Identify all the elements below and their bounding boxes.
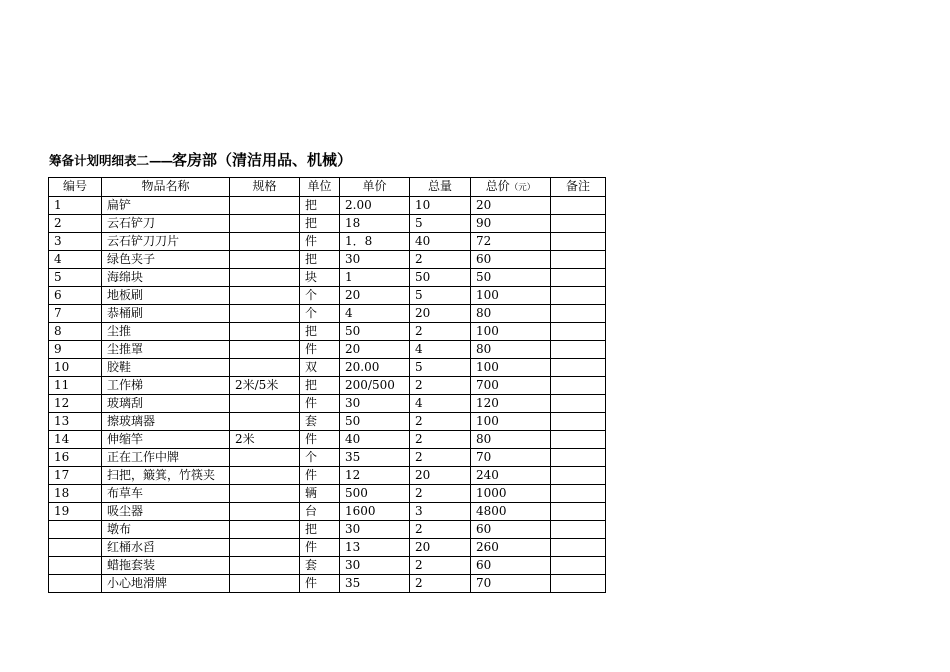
cell-unit: 套 <box>300 557 340 575</box>
cell-no: 9 <box>49 341 102 359</box>
cell-qty: 2 <box>410 485 471 503</box>
cell-total: 90 <box>471 215 551 233</box>
cell-qty: 2 <box>410 575 471 593</box>
table-row <box>49 485 606 503</box>
cell-note <box>551 485 606 503</box>
cell-unit: 个 <box>300 305 340 323</box>
cell-no: 4 <box>49 251 102 269</box>
cell-price: 50 <box>340 413 410 431</box>
cell-no: 10 <box>49 359 102 377</box>
cell-name: 云石铲刀 <box>102 215 230 233</box>
cell-spec <box>230 359 300 377</box>
cell-price: 1．8 <box>340 233 410 251</box>
cell-unit: 把 <box>300 215 340 233</box>
cell-no: 1 <box>49 197 102 215</box>
cell-price: 30 <box>340 251 410 269</box>
cell-spec <box>230 233 300 251</box>
cell-unit: 件 <box>300 233 340 251</box>
cell-price: 20 <box>340 287 410 305</box>
cell-total: 100 <box>471 413 551 431</box>
cell-spec <box>230 485 300 503</box>
cell-no: 16 <box>49 449 102 467</box>
cell-unit: 件 <box>300 467 340 485</box>
cell-spec <box>230 557 300 575</box>
cell-total: 260 <box>471 539 551 557</box>
cell-no: 3 <box>49 233 102 251</box>
cell-total: 100 <box>471 323 551 341</box>
cell-price: 200/500 <box>340 377 410 395</box>
cell-no: 13 <box>49 413 102 431</box>
cell-qty: 2 <box>410 449 471 467</box>
cell-unit: 块 <box>300 269 340 287</box>
cell-qty: 2 <box>410 413 471 431</box>
cell-total: 80 <box>471 431 551 449</box>
cell-name: 布草车 <box>102 485 230 503</box>
cell-no: 19 <box>49 503 102 521</box>
cell-qty: 20 <box>410 305 471 323</box>
header-qty: 总量 <box>410 178 471 197</box>
cell-total: 80 <box>471 305 551 323</box>
table-row <box>49 323 606 341</box>
cell-unit: 件 <box>300 431 340 449</box>
table-row <box>49 431 606 449</box>
table-body <box>49 197 606 593</box>
cell-qty: 10 <box>410 197 471 215</box>
cell-note <box>551 323 606 341</box>
cell-note <box>551 521 606 539</box>
cell-note <box>551 413 606 431</box>
table-row <box>49 449 606 467</box>
cell-total: 240 <box>471 467 551 485</box>
cell-qty: 4 <box>410 341 471 359</box>
cell-name: 胶鞋 <box>102 359 230 377</box>
cell-no <box>49 539 102 557</box>
cell-total: 100 <box>471 359 551 377</box>
cell-name: 云石铲刀刀片 <box>102 233 230 251</box>
table-row <box>49 395 606 413</box>
cell-qty: 20 <box>410 467 471 485</box>
cell-unit: 把 <box>300 251 340 269</box>
cell-price: 20 <box>340 341 410 359</box>
table-row <box>49 215 606 233</box>
cell-qty: 4 <box>410 395 471 413</box>
cell-total: 20 <box>471 197 551 215</box>
cell-qty: 2 <box>410 377 471 395</box>
cell-unit: 把 <box>300 197 340 215</box>
cell-unit: 台 <box>300 503 340 521</box>
table-row <box>49 557 606 575</box>
cell-no: 7 <box>49 305 102 323</box>
cell-price: 20.00 <box>340 359 410 377</box>
cell-name: 绿色夹子 <box>102 251 230 269</box>
cell-qty: 20 <box>410 539 471 557</box>
cell-note <box>551 431 606 449</box>
table-row <box>49 233 606 251</box>
cell-unit: 件 <box>300 575 340 593</box>
header-price: 单价 <box>340 178 410 197</box>
cell-unit: 件 <box>300 539 340 557</box>
cell-note <box>551 233 606 251</box>
cell-spec <box>230 521 300 539</box>
procurement-plan-table <box>48 177 606 593</box>
cell-price: 1600 <box>340 503 410 521</box>
cell-total: 700 <box>471 377 551 395</box>
cell-spec <box>230 395 300 413</box>
cell-price: 35 <box>340 575 410 593</box>
cell-no: 2 <box>49 215 102 233</box>
cell-unit: 把 <box>300 323 340 341</box>
cell-name: 玻璃刮 <box>102 395 230 413</box>
cell-qty: 2 <box>410 521 471 539</box>
cell-note <box>551 395 606 413</box>
cell-spec: 2米 <box>230 431 300 449</box>
cell-total: 80 <box>471 341 551 359</box>
cell-no: 18 <box>49 485 102 503</box>
cell-qty: 3 <box>410 503 471 521</box>
cell-price: 500 <box>340 485 410 503</box>
cell-price: 1 <box>340 269 410 287</box>
cell-no: 12 <box>49 395 102 413</box>
cell-name: 扁铲 <box>102 197 230 215</box>
header-unit: 单位 <box>300 178 340 197</box>
cell-qty: 50 <box>410 269 471 287</box>
cell-qty: 2 <box>410 431 471 449</box>
table-header-row <box>49 178 606 197</box>
cell-price: 13 <box>340 539 410 557</box>
table-row <box>49 341 606 359</box>
cell-name: 伸缩竿 <box>102 431 230 449</box>
cell-no <box>49 557 102 575</box>
table-row <box>49 575 606 593</box>
cell-name: 尘推 <box>102 323 230 341</box>
cell-name: 红桶水舀 <box>102 539 230 557</box>
cell-note <box>551 539 606 557</box>
cell-no: 11 <box>49 377 102 395</box>
cell-note <box>551 341 606 359</box>
cell-note <box>551 359 606 377</box>
cell-total: 1000 <box>471 485 551 503</box>
table-row <box>49 413 606 431</box>
cell-name: 擦玻璃器 <box>102 413 230 431</box>
header-name: 物品名称 <box>102 178 230 197</box>
header-no: 编号 <box>49 178 102 197</box>
cell-qty: 2 <box>410 251 471 269</box>
cell-spec <box>230 197 300 215</box>
cell-spec <box>230 413 300 431</box>
cell-note <box>551 215 606 233</box>
cell-total: 70 <box>471 449 551 467</box>
title-prefix: 筹备计划明细表二 <box>49 153 150 168</box>
cell-spec <box>230 323 300 341</box>
cell-note <box>551 197 606 215</box>
table-row <box>49 521 606 539</box>
table-row <box>49 359 606 377</box>
cell-note <box>551 377 606 395</box>
cell-unit: 个 <box>300 449 340 467</box>
cell-name: 地板刷 <box>102 287 230 305</box>
cell-note <box>551 503 606 521</box>
cell-unit: 双 <box>300 359 340 377</box>
header-total <box>471 178 551 197</box>
cell-total: 60 <box>471 521 551 539</box>
table-row <box>49 539 606 557</box>
cell-name: 吸尘器 <box>102 503 230 521</box>
cell-note <box>551 449 606 467</box>
cell-total: 100 <box>471 287 551 305</box>
cell-spec <box>230 287 300 305</box>
cell-total: 60 <box>471 251 551 269</box>
cell-total: 70 <box>471 575 551 593</box>
cell-price: 40 <box>340 431 410 449</box>
cell-name: 海绵块 <box>102 269 230 287</box>
table-row <box>49 503 606 521</box>
cell-no: 14 <box>49 431 102 449</box>
cell-note <box>551 557 606 575</box>
cell-qty: 2 <box>410 323 471 341</box>
cell-spec <box>230 449 300 467</box>
header-total-currency: （元） <box>509 183 536 193</box>
cell-price: 30 <box>340 521 410 539</box>
cell-unit: 把 <box>300 377 340 395</box>
header-total-label: 总价 <box>485 179 510 193</box>
cell-spec: 2米/5米 <box>230 377 300 395</box>
table-row <box>49 377 606 395</box>
cell-name: 蜡拖套装 <box>102 557 230 575</box>
cell-qty: 40 <box>410 233 471 251</box>
cell-note <box>551 575 606 593</box>
cell-qty: 2 <box>410 557 471 575</box>
cell-spec <box>230 305 300 323</box>
cell-price: 50 <box>340 323 410 341</box>
cell-name: 扫把，簸箕，竹筷夹 <box>102 467 230 485</box>
table-row <box>49 251 606 269</box>
cell-price: 35 <box>340 449 410 467</box>
cell-no: 17 <box>49 467 102 485</box>
cell-spec <box>230 269 300 287</box>
cell-unit: 把 <box>300 521 340 539</box>
cell-qty: 5 <box>410 359 471 377</box>
cell-note <box>551 287 606 305</box>
cell-note <box>551 269 606 287</box>
cell-spec <box>230 503 300 521</box>
document-title <box>49 150 352 171</box>
cell-no: 5 <box>49 269 102 287</box>
cell-name: 恭桶刷 <box>102 305 230 323</box>
cell-name: 正在工作中牌 <box>102 449 230 467</box>
table-row <box>49 305 606 323</box>
cell-unit: 件 <box>300 341 340 359</box>
cell-unit: 辆 <box>300 485 340 503</box>
cell-price: 2.00 <box>340 197 410 215</box>
cell-spec <box>230 341 300 359</box>
table-row <box>49 197 606 215</box>
header-spec: 规格 <box>230 178 300 197</box>
cell-name: 小心地滑牌 <box>102 575 230 593</box>
cell-qty: 5 <box>410 215 471 233</box>
cell-spec <box>230 215 300 233</box>
cell-spec <box>230 251 300 269</box>
cell-note <box>551 251 606 269</box>
header-note: 备注 <box>551 178 606 197</box>
cell-note <box>551 305 606 323</box>
cell-price: 12 <box>340 467 410 485</box>
cell-total: 72 <box>471 233 551 251</box>
cell-spec <box>230 467 300 485</box>
cell-unit: 套 <box>300 413 340 431</box>
cell-total: 4800 <box>471 503 551 521</box>
cell-qty: 5 <box>410 287 471 305</box>
cell-name: 尘推罩 <box>102 341 230 359</box>
cell-no: 6 <box>49 287 102 305</box>
table-row <box>49 287 606 305</box>
cell-price: 4 <box>340 305 410 323</box>
table-row <box>49 467 606 485</box>
title-department: 客房部（清洁用品、机械） <box>172 151 353 169</box>
cell-spec <box>230 575 300 593</box>
table-row <box>49 269 606 287</box>
cell-spec <box>230 539 300 557</box>
cell-no: 8 <box>49 323 102 341</box>
cell-no <box>49 521 102 539</box>
cell-no <box>49 575 102 593</box>
cell-unit: 个 <box>300 287 340 305</box>
cell-total: 50 <box>471 269 551 287</box>
cell-unit: 件 <box>300 395 340 413</box>
cell-price: 18 <box>340 215 410 233</box>
cell-total: 120 <box>471 395 551 413</box>
cell-price: 30 <box>340 395 410 413</box>
title-dash: —— <box>149 153 173 168</box>
cell-name: 工作梯 <box>102 377 230 395</box>
cell-total: 60 <box>471 557 551 575</box>
cell-name: 墩布 <box>102 521 230 539</box>
cell-note <box>551 467 606 485</box>
cell-price: 30 <box>340 557 410 575</box>
